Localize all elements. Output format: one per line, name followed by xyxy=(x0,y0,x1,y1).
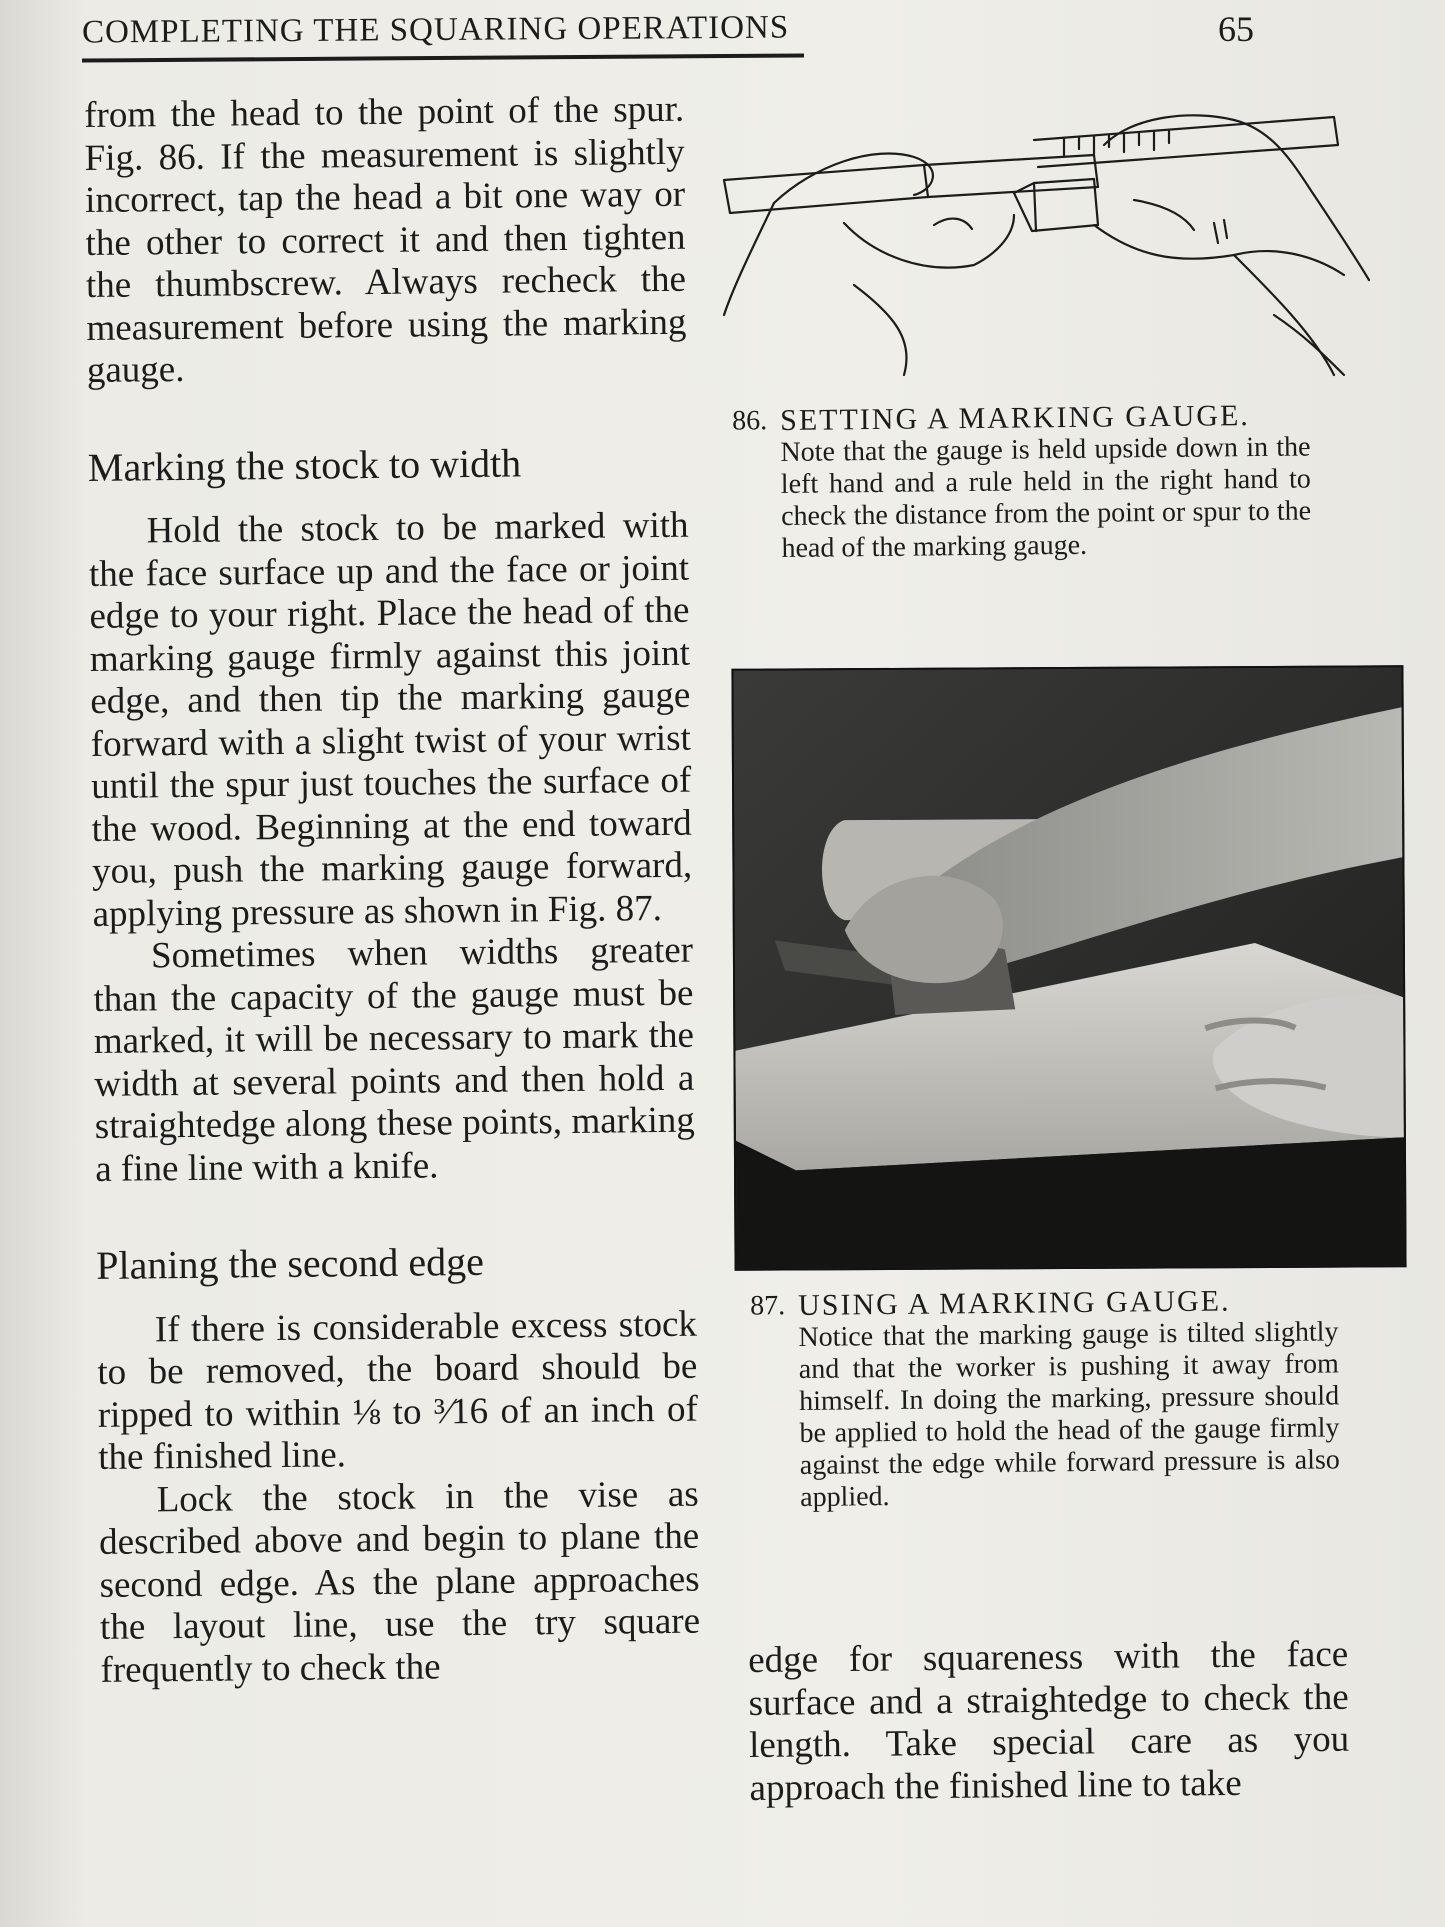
continued-paragraph: edge for squareness with the face surface and a straightedge to check the length. Take special care as you approach the finished line to take xyxy=(748,1633,1350,1809)
section-heading-width: Marking the stock to width xyxy=(87,439,522,490)
header-rule xyxy=(82,53,804,62)
figure-86-drawing xyxy=(714,105,1374,380)
figure-86-title: SETTING A MARKING GAUGE. xyxy=(779,399,1250,437)
page-number: 65 xyxy=(1218,9,1254,49)
running-title: COMPLETING THE SQUARING OPERATIONS xyxy=(81,9,790,51)
figure-87-illustration xyxy=(733,667,1404,1268)
right-text-column xyxy=(748,1634,1350,1810)
paragraph-marking-stock: Hold the stock to be marked with the face surface up and the face or joint edge to your right. Place the head of the marking gauge firmly against this joint edge, and then tip the marking gauge forward with a slight twist of your wrist until the spur just touches the surface of the wood. Beginning at the end toward you, push the marking gauge forward, applying pressure as shown in Fig. 87. xyxy=(88,504,693,935)
left-text-column xyxy=(84,89,701,1692)
intro-paragraph: from the head to the point of the spur. Fig. 86. If the measurement is slightly incorrect, tap the head a bit one way or the other to correct it and then tighten the thumbscrew. Always recheck the measurement before using the marking gauge. xyxy=(84,88,687,391)
paragraph-ripping: If there is considerable excess stock to be removed, the board should be ripped to within ⅛ to ³⁄16 of an inch of the finished line. xyxy=(97,1303,699,1478)
paragraph-wide-widths: Sometimes when widths greater than the capacity of the gauge must be marked, it will be necessary to mark the width at several points and then hold a straightedge along these points, marking a fine line with a knife. xyxy=(93,929,695,1190)
figure-86-text: Note that the gauge is held upside down in the left hand and a rule held in the right hand to check the distance from the point or spur to the head of the marking gauge. xyxy=(780,431,1312,564)
figure-87-title: USING A MARKING GAUGE. xyxy=(797,1284,1231,1322)
figure-87-photo xyxy=(731,665,1406,1271)
figure-87-caption xyxy=(750,1284,1340,1514)
figure-86-number: 86. xyxy=(732,405,768,437)
section-heading-second-edge: Planing the second edge xyxy=(96,1238,485,1288)
figure-87-number: 87. xyxy=(750,1290,786,1322)
paragraph-lock-stock: Lock the stock in the vise as described above and begin to plane the second edge. As the plane approaches the layout line, use the try square frequently to check the xyxy=(98,1473,701,1691)
figure-86-caption xyxy=(732,399,1312,565)
figure-87-text: Notice that the marking gauge is tilted slightly and that the worker is pushing it away from himself. In doing the marking, pressure should be applied to hold the head of the gauge firmly against the edge while forward pressure is also applied. xyxy=(798,1316,1340,1513)
